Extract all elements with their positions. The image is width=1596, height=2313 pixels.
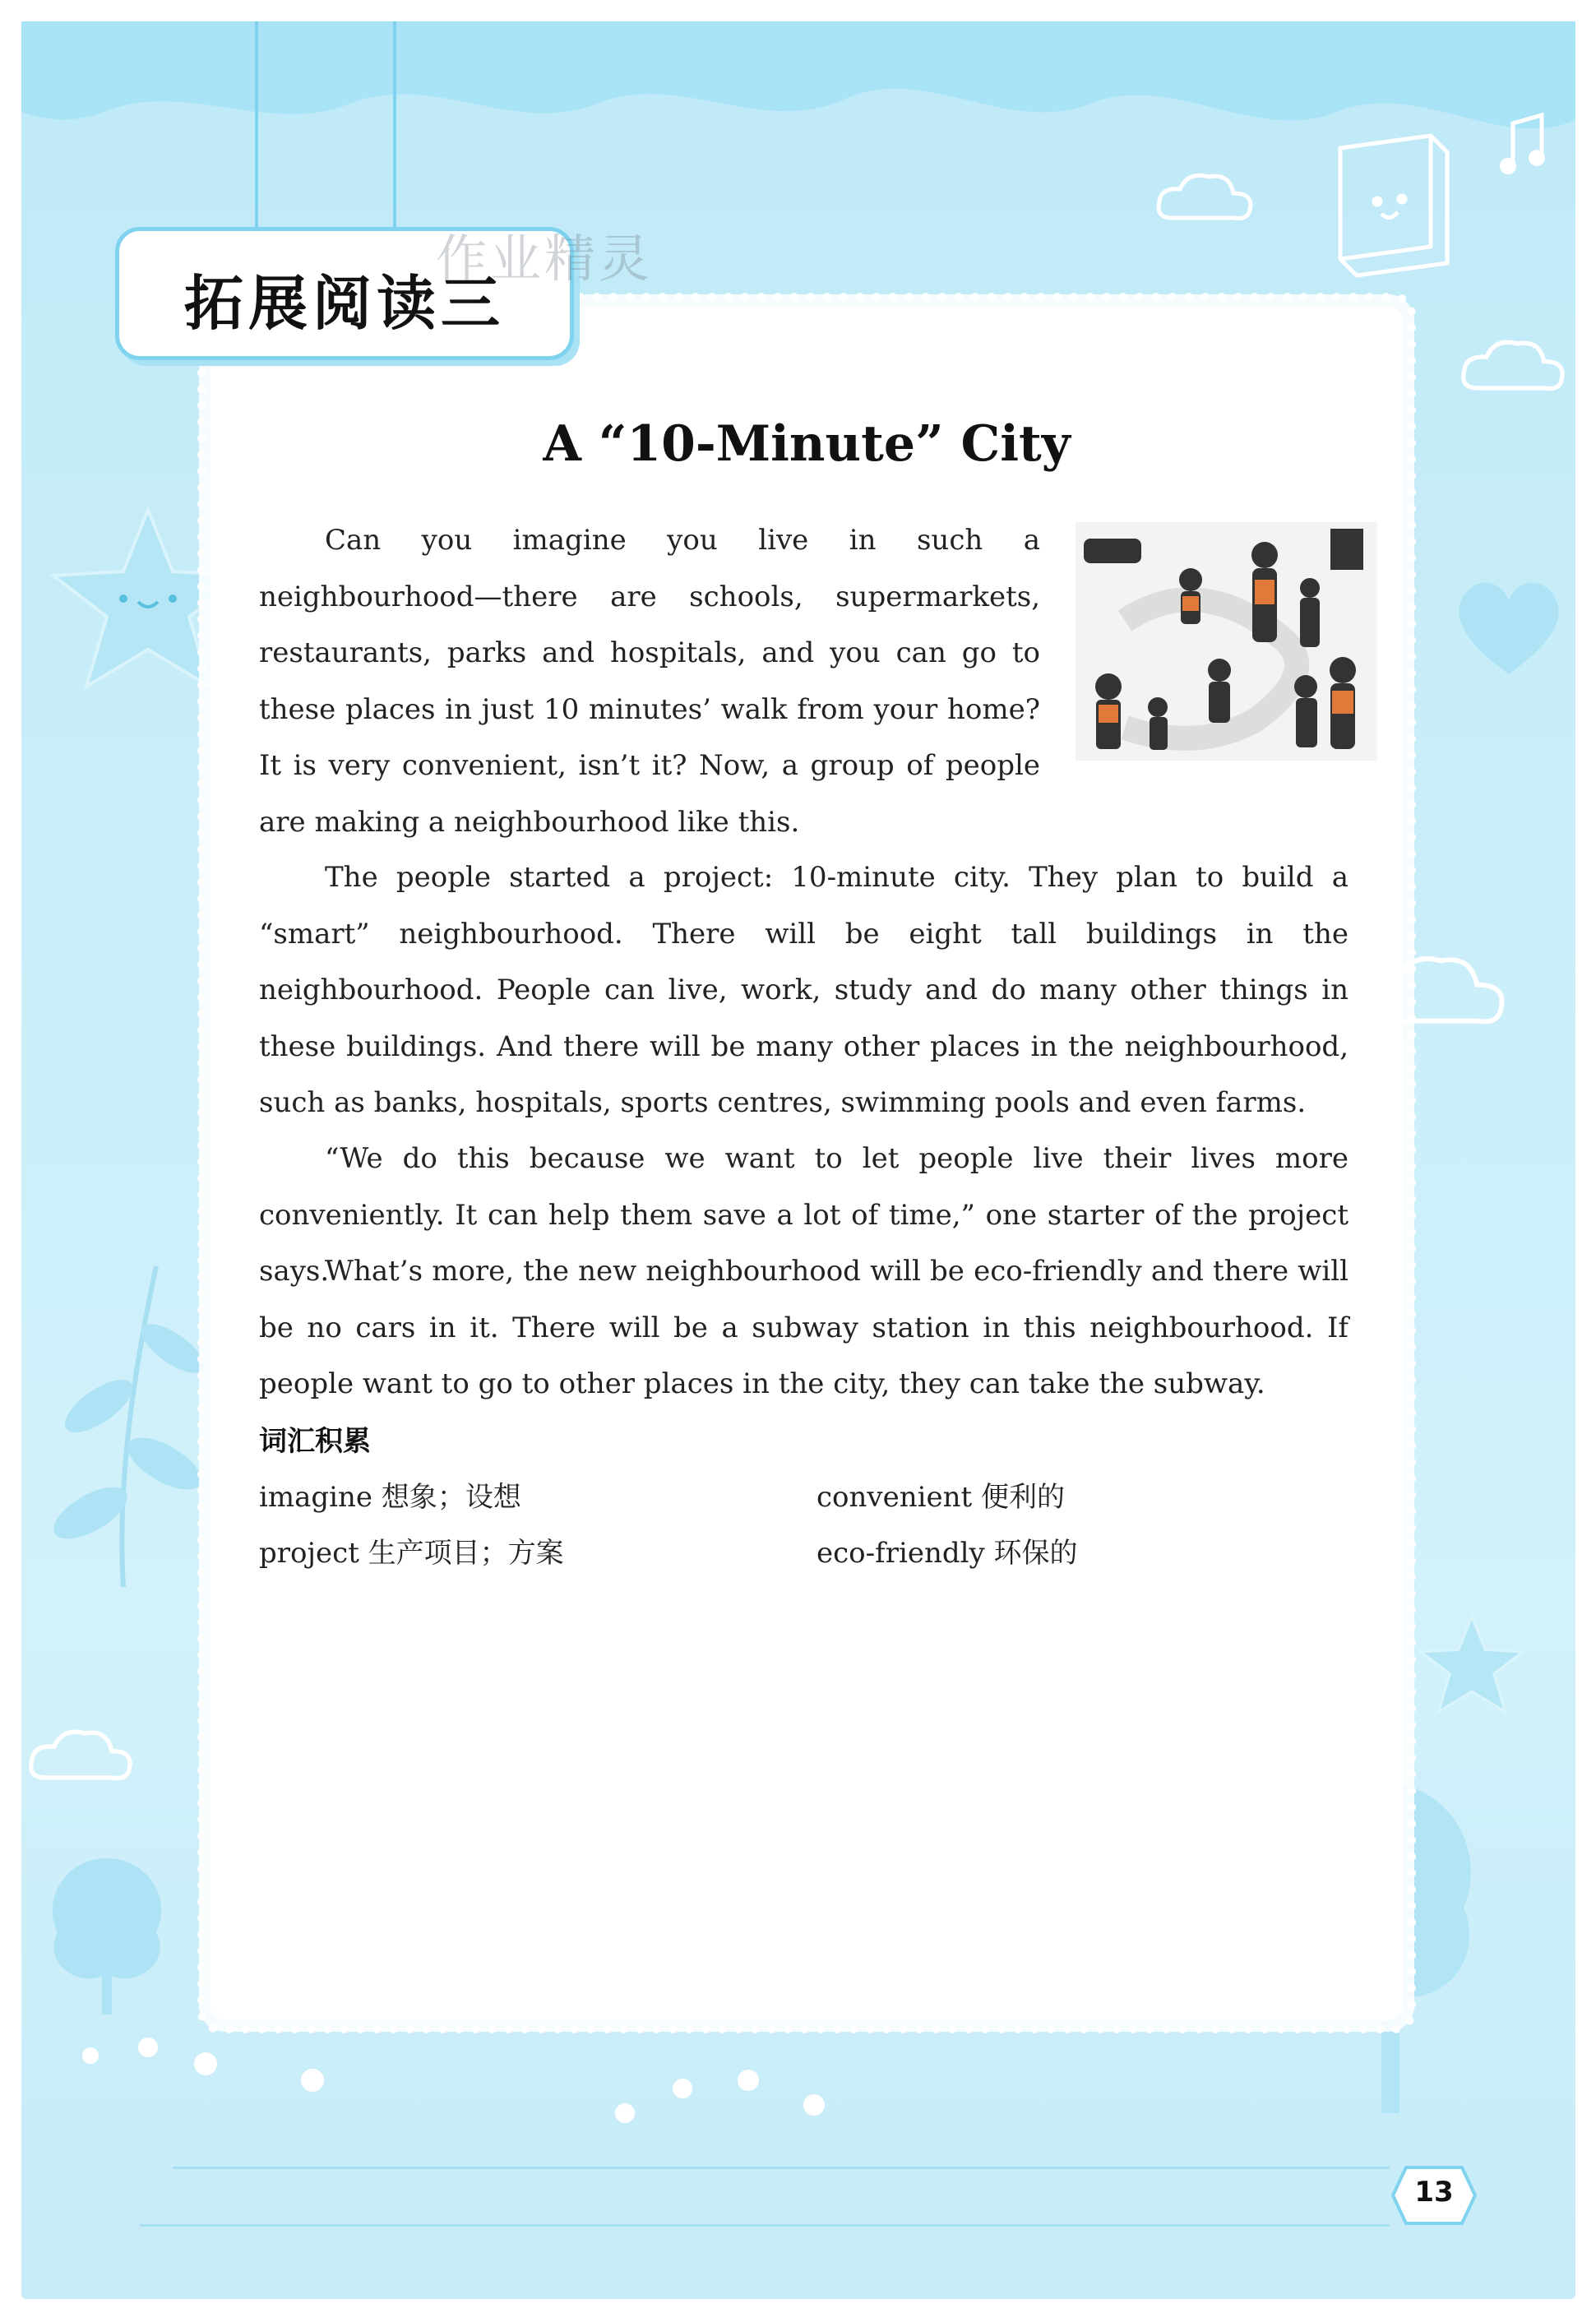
neighbourhood-people-illustration: [1076, 522, 1377, 761]
star-icon: [1414, 1612, 1529, 1719]
paragraph-3: “We do this because we want to let people live their lives more conveniently. It can help them save a lot of time,” one starter of the project says.: [259, 1142, 1349, 1288]
watermark: 作业精灵: [436, 229, 654, 289]
footer-line: [173, 2167, 1390, 2169]
paragraph-4: What’s more, the new neighbourhood will be eco-friendly and there will be no cars in it. There will be a subway station in this neighbourhood. If people want to go to other places in the city, they can take the subway.: [259, 1255, 1349, 1400]
article-title: A “10-Minute” City: [543, 415, 1071, 473]
heart-icon: [1447, 567, 1571, 682]
cloud-icon: [1455, 329, 1571, 403]
cloud-icon: [1151, 164, 1258, 230]
paragraph-2: The people started a project: 10-minute city. They plan to build a “smart” neighbourhood. There will be eight tall buildings in the neighbourhood. People can live, work, study and do many other things in these buildings. And there will be many other places in the neighbourhood, such as banks, hospitals, sports centres, swimming pools and even farms.: [259, 861, 1349, 1119]
music-note-icon: [1497, 107, 1554, 181]
vocabulary-item: project 生产项目；方案: [259, 1537, 564, 1570]
vocabulary-item: imagine 想象；设想: [259, 1481, 521, 1514]
hanging-string: [255, 21, 258, 231]
book-icon: [1307, 123, 1472, 288]
hanging-string: [393, 21, 396, 231]
footer-line: [140, 2224, 1390, 2227]
vocabulary-item: eco-friendly 环保的: [817, 1537, 1078, 1570]
leaf-branch-icon: [33, 1250, 214, 1595]
vocabulary-heading: 词汇积累: [259, 1425, 371, 1458]
vocabulary-item: convenient 便利的: [817, 1481, 1065, 1514]
flowers-decoration: [74, 2031, 1307, 2146]
section-title: 拓展阅读三: [183, 269, 505, 338]
paragraph-1: Can you imagine you live in such a neighbourhood—there are schools, supermarkets, restaurants, parks and hospitals, and you can go to these places in just 10 minutes’ walk from your home? It is very convenient, isn’t it? Now, a group of people are making a neighbourhood like this.: [259, 524, 1040, 839]
cloud-icon: [23, 1719, 138, 1793]
page-number: 13: [1414, 2176, 1454, 2209]
tree-icon: [33, 1834, 181, 2015]
